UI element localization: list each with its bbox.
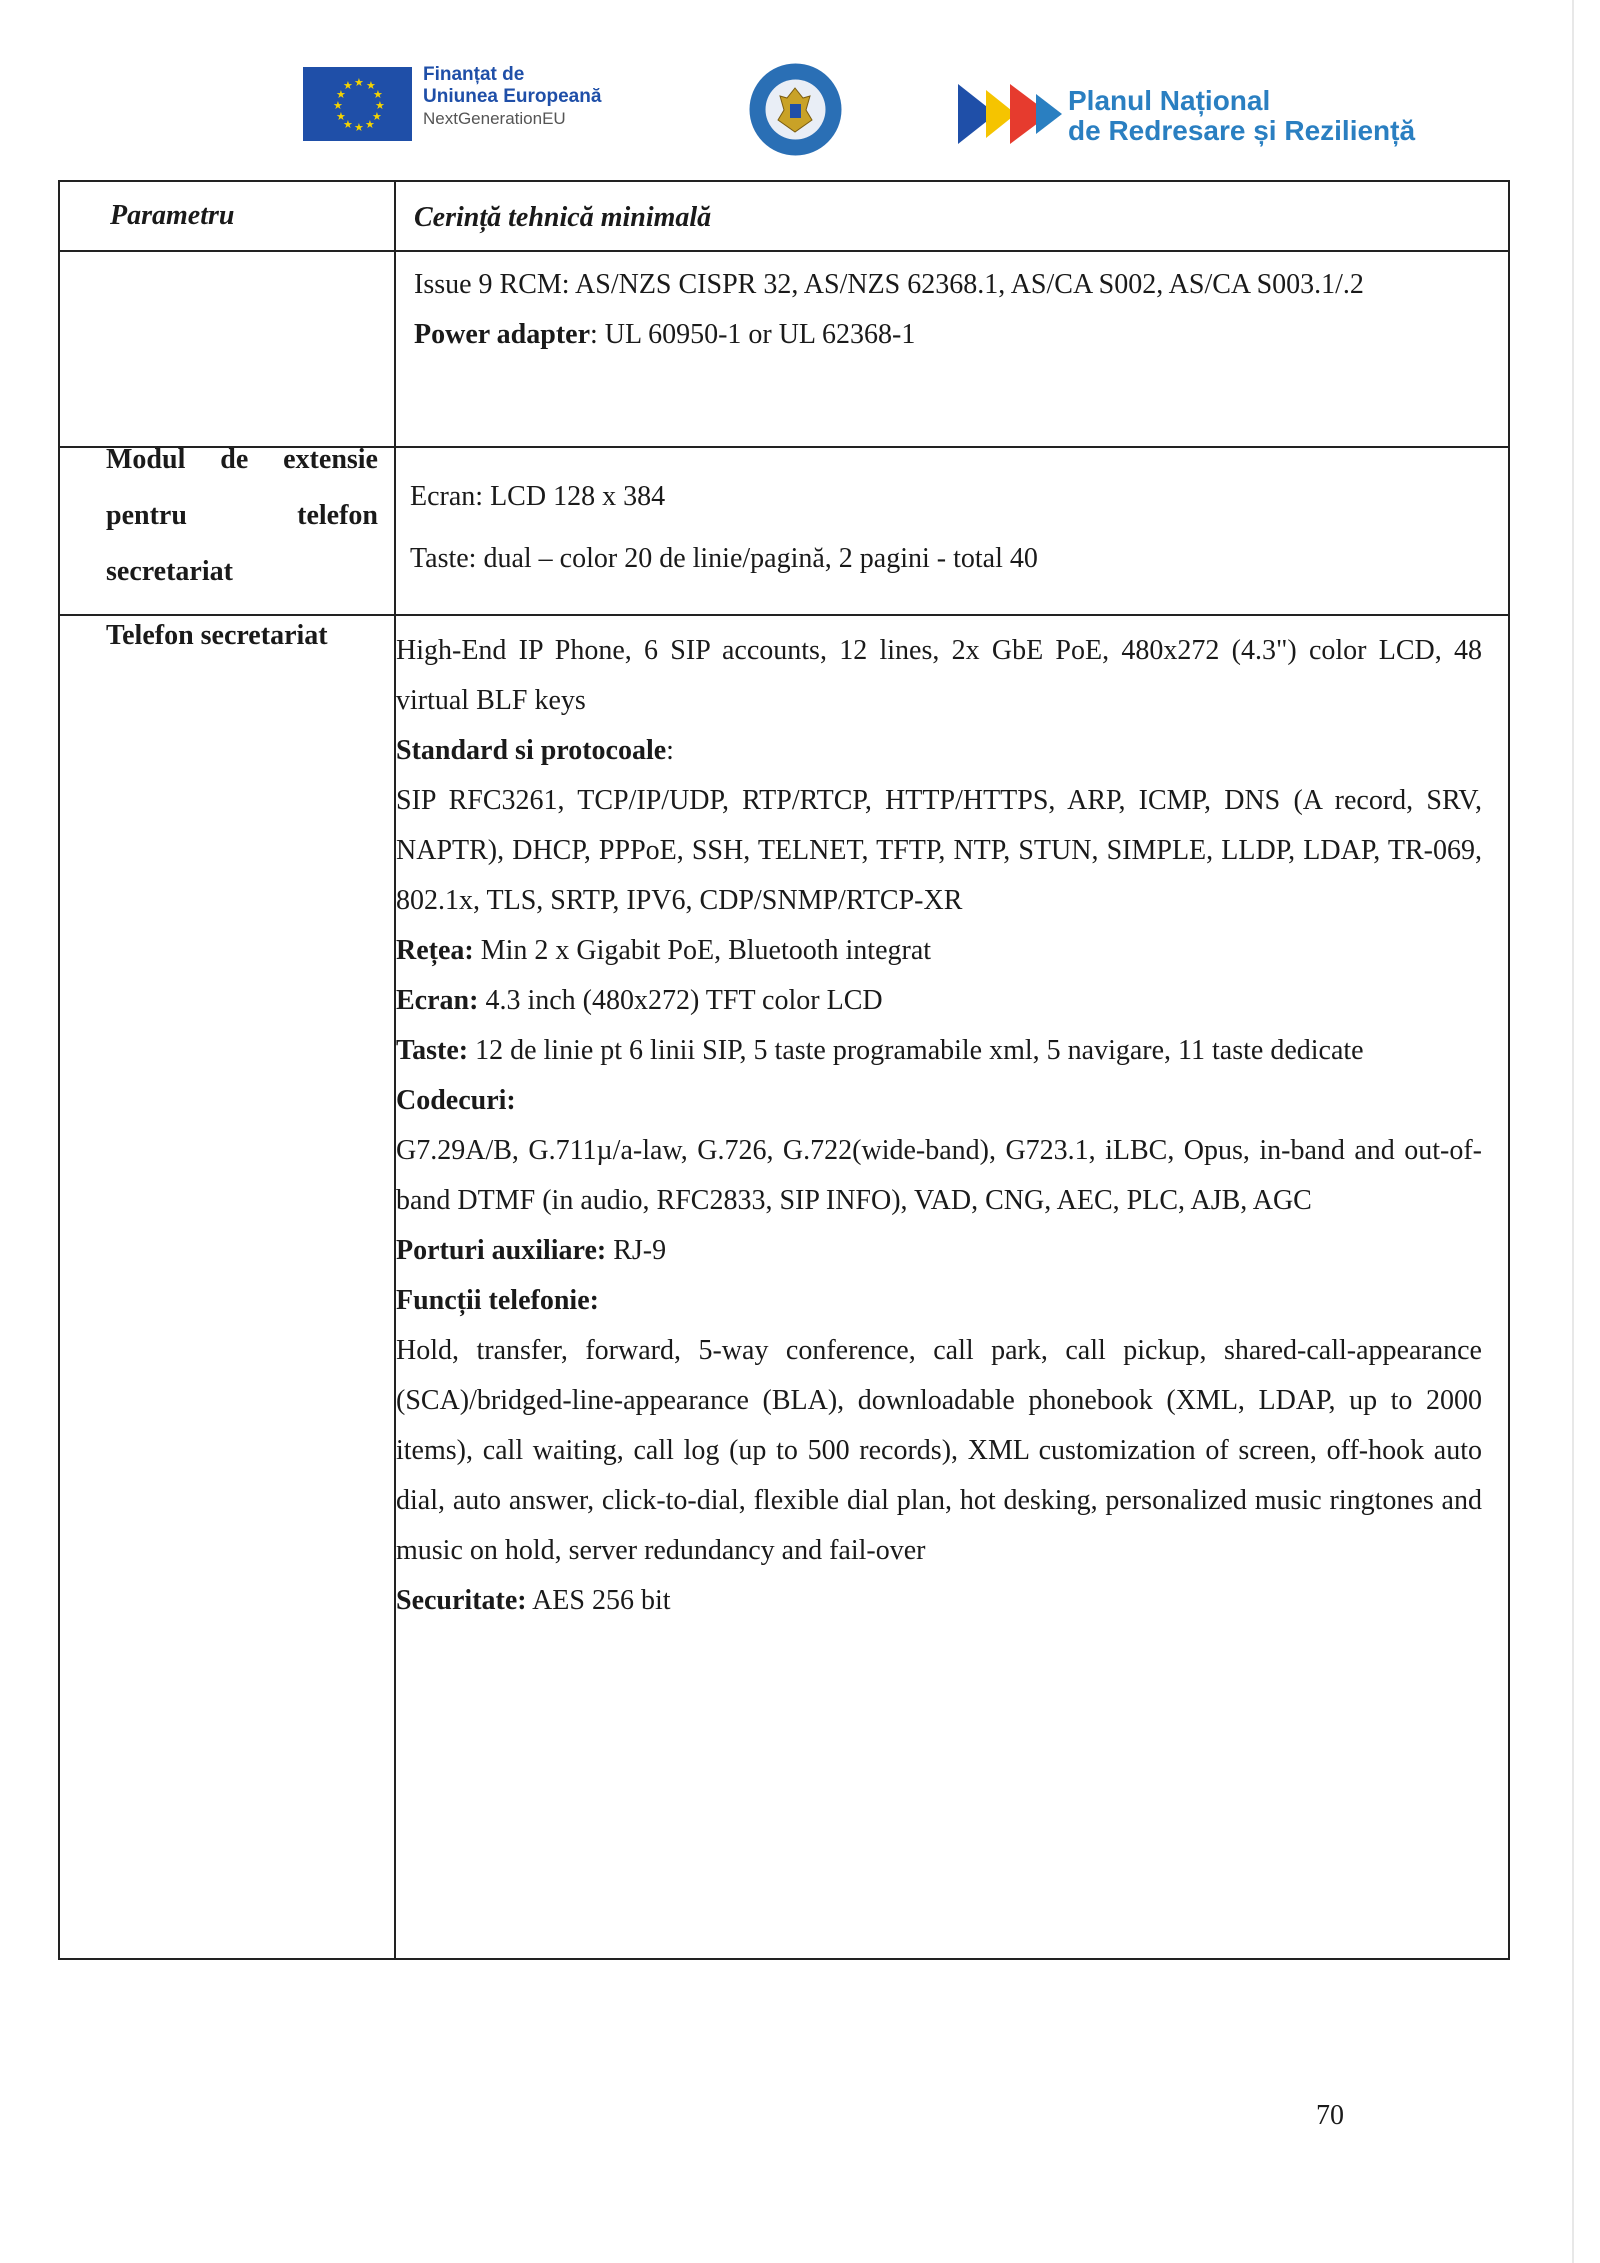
- row2-line: G7.29A/B, G.711µ/a-law, G.726, G.722(wide-band), G723.1, iLBC, Opus, in-band and out-of-band DTMF (in audio, RFC2833, SIP INFO), VAD, CNG, AEC, PLC, AJB, AGC: [396, 1135, 1482, 1216]
- row2-line: Porturi auxiliare: RJ-9: [396, 1235, 667, 1266]
- table-header-requirement: Cerință tehnică minimală: [414, 202, 712, 233]
- row2-line: Taste: 12 de linie pt 6 linii SIP, 5 taste programabile xml, 5 navigare, 11 taste dedicate: [396, 1035, 1364, 1066]
- romanian-government-seal: [748, 62, 843, 157]
- svg-text:★: ★: [375, 99, 385, 112]
- table-row: [410, 466, 1480, 590]
- row1-line: Ecran: LCD 128 x 384: [410, 481, 666, 512]
- svg-text:★: ★: [354, 76, 364, 89]
- row2-line: SIP RFC3261, TCP/IP/UDP, RTP/RTCP, HTTP/HTTPS, ARP, ICMP, DNS (A record, SRV, NAPTR), DHCP, PPPoE, SSH, TELNET, TFTP, NTP, STUN, SIMPLE, LLDP, LDAP, TR-069, 802.1x, TLS, SRTP, IPV6, CDP/SNMP/RTCP-XR: [396, 785, 1482, 916]
- pnrr-arrow-logo: [958, 80, 1066, 148]
- eu-flag-logo: [303, 67, 412, 141]
- table-row-divider: [60, 250, 1508, 252]
- param-secretary-phone: Telefon secretariat: [106, 620, 328, 651]
- row0-line: Issue 9 RCM: AS/NZS CISPR 32, AS/NZS 62368.1, AS/CA S002, AS/CA S003.1/.2: [414, 269, 1364, 300]
- row2-line: Funcții telefonie:: [396, 1285, 599, 1316]
- svg-text:★: ★: [373, 88, 383, 101]
- row2-line: Codecuri:: [396, 1085, 516, 1116]
- row0-line: Power adapter: UL 60950-1 or UL 62368-1: [414, 319, 916, 350]
- row2-line: Rețea: Min 2 x Gigabit PoE, Bluetooth integrat: [396, 935, 932, 966]
- row2-line: High-End IP Phone, 6 SIP accounts, 12 lines, 2x GbE PoE, 480x272 (4.3") color LCD, 48 virtual BLF keys: [396, 635, 1482, 716]
- svg-text:★: ★: [366, 79, 376, 92]
- pnrr-title: Planul Național de Redresare și Reziliență: [1068, 85, 1416, 146]
- row2-line: Ecran: 4.3 inch (480x272) TFT color LCD: [396, 985, 883, 1016]
- row2-line: Securitate: AES 256 bit: [396, 1585, 671, 1616]
- svg-text:★: ★: [354, 121, 364, 134]
- page-header: [0, 0, 1600, 180]
- eu-funding-text: Finanțat de Uniunea Europeană NextGenerationEU: [423, 64, 602, 128]
- table-row: [396, 626, 1482, 1626]
- svg-text:★: ★: [343, 118, 353, 131]
- svg-text:★: ★: [336, 88, 346, 101]
- svg-text:★: ★: [336, 110, 346, 123]
- table-header-param: Parametru: [110, 200, 235, 231]
- svg-text:★: ★: [333, 99, 343, 112]
- page-number: 70: [1316, 2100, 1344, 2131]
- row1-line: Taste: dual – color 20 de linie/pagină, 2 pagini - total 40: [410, 543, 1038, 574]
- row2-line: Hold, transfer, forward, 5-way conference, call park, call pickup, shared-call-appearance (SCA)/bridged-line-appearance (BLA), downloadable phonebook (XML, LDAP, up to 2000 items), call waiting, call log (up to 500 records), XML customization of screen, off-hook auto dial, auto answer, click-to-dial, flexible dial plan, hot desking, personalized music ringtones and music on hold, server redundancy and fail-over: [396, 1335, 1482, 1566]
- row2-line: Standard si protocoale:: [396, 735, 674, 766]
- svg-text:★: ★: [343, 79, 353, 92]
- svg-text:★: ★: [365, 118, 375, 131]
- table-row: [414, 262, 1484, 358]
- param-extension-module: Modul de extensie pentru telefon secretariat: [106, 444, 378, 587]
- page-margin-line: [1572, 0, 1574, 2263]
- svg-text:★: ★: [372, 110, 382, 123]
